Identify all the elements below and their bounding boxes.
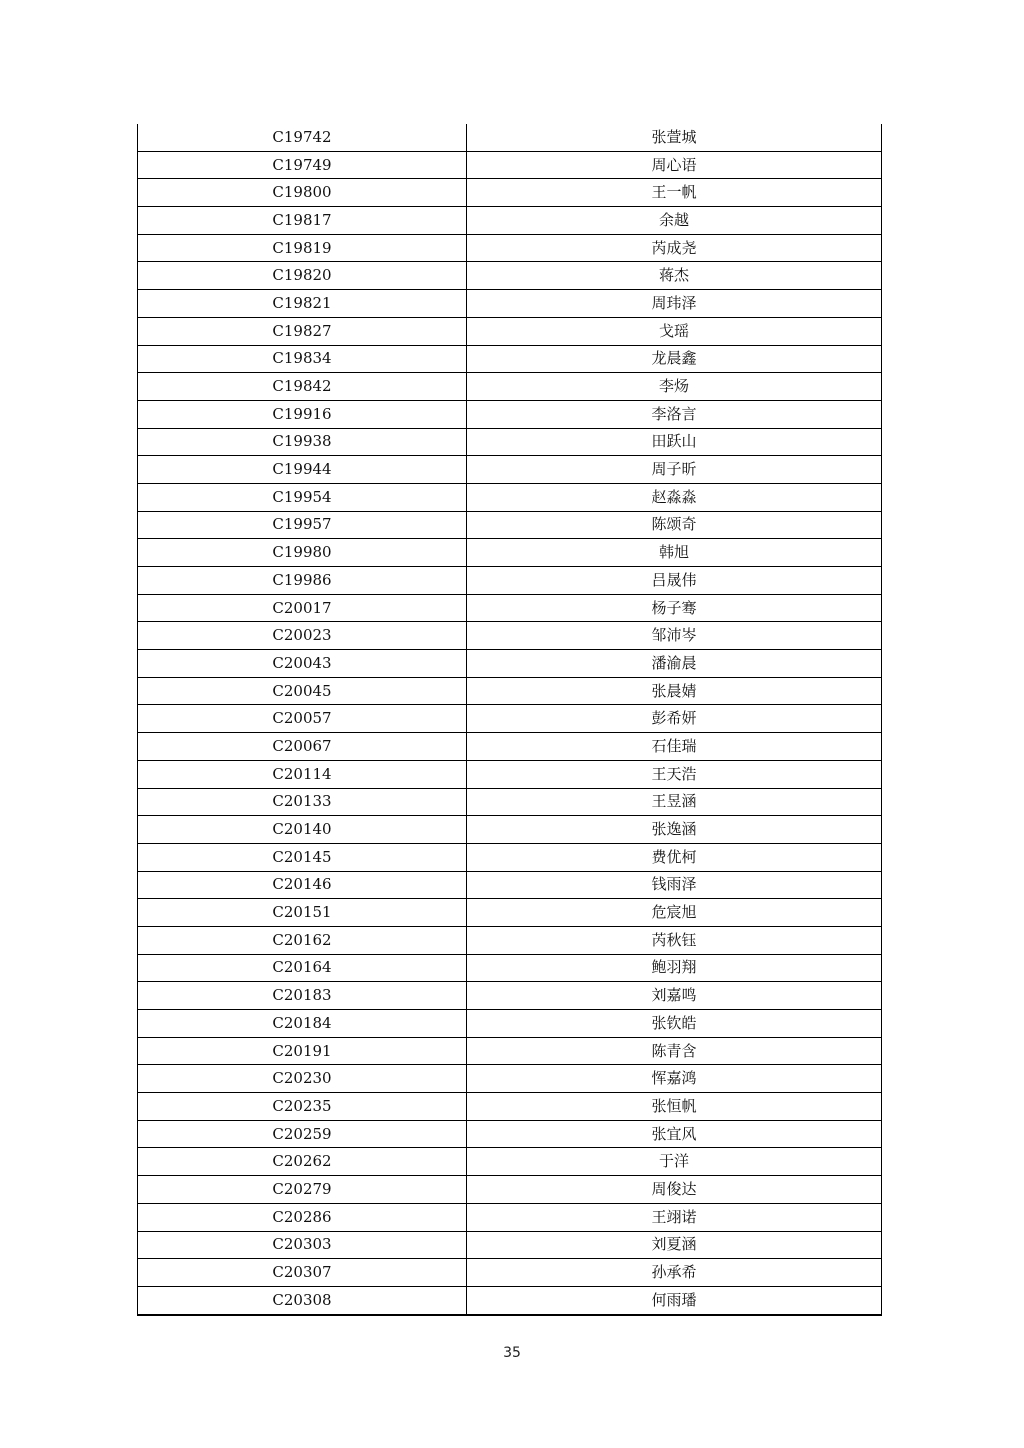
student-name-cell: 张钦皓 [467,1010,882,1038]
student-name-cell: 芮成尧 [467,234,882,262]
student-id-cell: C19957 [138,511,467,539]
table-row [138,1176,882,1204]
table-row [138,400,882,428]
student-name-cell: 何雨璠 [467,1286,882,1314]
student-id-cell: C20017 [138,594,467,622]
table-row [138,262,882,290]
student-id-cell: C20230 [138,1065,467,1093]
student-id-cell: C20183 [138,982,467,1010]
student-id-cell: C19800 [138,179,467,207]
student-id-cell: C19820 [138,262,467,290]
student-id-cell: C20145 [138,843,467,871]
table-row [138,511,882,539]
student-id-cell: C20133 [138,788,467,816]
student-name-cell: 张逸涵 [467,816,882,844]
student-id-cell: C20303 [138,1231,467,1259]
table-row [138,899,882,927]
student-id-cell: C20140 [138,816,467,844]
table-row [138,1203,882,1231]
student-id-cell: C20146 [138,871,467,899]
student-name-cell: 张恒帆 [467,1093,882,1121]
student-id-cell: C19819 [138,234,467,262]
student-name-cell: 陈颂奇 [467,511,882,539]
table-row [138,843,882,871]
student-id-cell: C20151 [138,899,467,927]
table-row [138,1120,882,1148]
student-name-cell: 田跃山 [467,428,882,456]
table-row [138,207,882,235]
table-row [138,317,882,345]
student-name-cell: 张萱城 [467,124,882,151]
page-number: 35 [503,1345,521,1361]
student-id-cell: C19834 [138,345,467,373]
student-name-cell: 杨子骞 [467,594,882,622]
student-name-cell: 邹沛岑 [467,622,882,650]
student-name-cell: 赵淼淼 [467,483,882,511]
student-id-cell: C19916 [138,400,467,428]
student-name-cell: 戈瑶 [467,317,882,345]
student-id-cell: C20164 [138,954,467,982]
student-id-cell: C20235 [138,1093,467,1121]
table-row [138,1231,882,1259]
table-row [138,1065,882,1093]
table-row [138,345,882,373]
student-name-cell: 潘渝晨 [467,650,882,678]
table-row [138,539,882,567]
roster-table [137,124,882,1316]
table-row [138,926,882,954]
table-row [138,1286,882,1314]
table-row [138,151,882,179]
table-row [138,650,882,678]
student-name-cell: 韩旭 [467,539,882,567]
student-name-cell: 鲍羽翔 [467,954,882,982]
table-row [138,871,882,899]
student-name-cell: 孙承希 [467,1259,882,1287]
student-id-cell: C19980 [138,539,467,567]
student-id-cell: C20286 [138,1203,467,1231]
student-id-cell: C19749 [138,151,467,179]
table-row [138,677,882,705]
student-id-cell: C20259 [138,1120,467,1148]
student-name-cell: 王一帆 [467,179,882,207]
student-id-cell: C20067 [138,733,467,761]
student-id-cell: C19821 [138,290,467,318]
student-name-cell: 芮秋钰 [467,926,882,954]
student-name-cell: 王昱涵 [467,788,882,816]
table-row [138,234,882,262]
student-id-cell: C20307 [138,1259,467,1287]
table-row [138,982,882,1010]
student-id-cell: C19938 [138,428,467,456]
student-id-cell: C20043 [138,650,467,678]
table-row [138,733,882,761]
student-id-cell: C19954 [138,483,467,511]
student-name-cell: 李洛言 [467,400,882,428]
student-name-cell: 王翊诺 [467,1203,882,1231]
student-id-cell: C19827 [138,317,467,345]
student-name-cell: 周玮泽 [467,290,882,318]
student-name-cell: 刘夏涵 [467,1231,882,1259]
student-id-cell: C19742 [138,124,467,151]
student-name-cell: 陈青含 [467,1037,882,1065]
table-row [138,456,882,484]
table-row [138,816,882,844]
student-name-cell: 吕晟伟 [467,567,882,595]
table-row [138,788,882,816]
student-name-cell: 周俊达 [467,1176,882,1204]
table-row [138,1010,882,1038]
student-id-cell: C20023 [138,622,467,650]
student-name-cell: 李炀 [467,373,882,401]
student-name-cell: 钱雨泽 [467,871,882,899]
table-row [138,567,882,595]
student-id-cell: C20279 [138,1176,467,1204]
table-row [138,594,882,622]
table-row [138,622,882,650]
table-row [138,705,882,733]
student-id-cell: C20057 [138,705,467,733]
student-id-cell: C19986 [138,567,467,595]
table-row [138,1093,882,1121]
student-id-cell: C20114 [138,760,467,788]
table-row [138,1259,882,1287]
student-id-cell: C20162 [138,926,467,954]
table-row [138,179,882,207]
student-id-cell: C19944 [138,456,467,484]
student-name-cell: 彭希妍 [467,705,882,733]
table-row [138,760,882,788]
student-name-cell: 石佳瑞 [467,733,882,761]
student-name-cell: 于洋 [467,1148,882,1176]
student-name-cell: 周心语 [467,151,882,179]
table-row [138,1148,882,1176]
table-row [138,373,882,401]
student-name-cell: 蒋杰 [467,262,882,290]
student-name-cell: 危宸旭 [467,899,882,927]
student-id-cell: C19817 [138,207,467,235]
table-row [138,483,882,511]
table-row [138,290,882,318]
student-name-cell: 费优柯 [467,843,882,871]
table-row [138,428,882,456]
student-name-cell: 张晨婧 [467,677,882,705]
student-id-cell: C19842 [138,373,467,401]
student-name-cell: 张宜风 [467,1120,882,1148]
table-row [138,954,882,982]
roster-table-body [138,124,882,1315]
student-id-cell: C20262 [138,1148,467,1176]
student-name-cell: 王天浩 [467,760,882,788]
student-name-cell: 刘嘉鸣 [467,982,882,1010]
student-id-cell: C20191 [138,1037,467,1065]
student-id-cell: C20045 [138,677,467,705]
student-name-cell: 恽嘉鸿 [467,1065,882,1093]
student-name-cell: 龙晨鑫 [467,345,882,373]
table-row [138,124,882,151]
student-name-cell: 余越 [467,207,882,235]
student-name-cell: 周子昕 [467,456,882,484]
table-row [138,1037,882,1065]
student-id-cell: C20308 [138,1286,467,1314]
student-id-cell: C20184 [138,1010,467,1038]
